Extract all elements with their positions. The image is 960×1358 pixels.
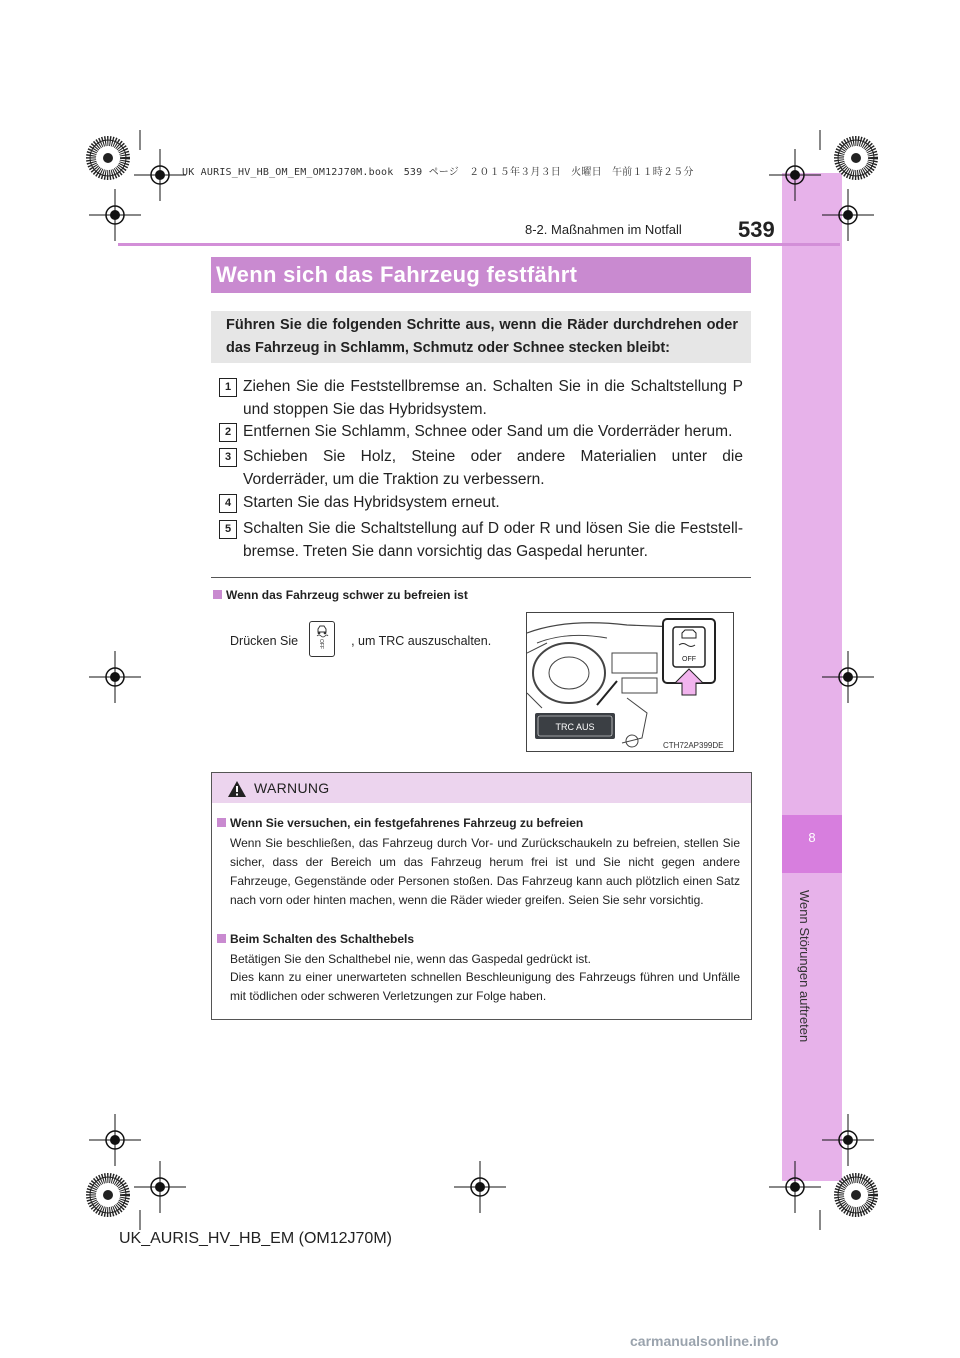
sunburst-mark xyxy=(838,1177,874,1213)
crosshair-mark xyxy=(134,149,186,201)
press-text-before: Drücken Sie xyxy=(230,634,299,648)
sunburst-mark xyxy=(90,140,126,176)
page-title: Wenn sich das Fahrzeug festfährt xyxy=(216,262,578,287)
chapter-number: 8 xyxy=(808,830,816,845)
warning-text-2b: Dies kann zu einer unerwarteten schnellen Beschleunigung des Fahrzeugs führen und Unfälle mit tödlichen oder schweren Verletzungen zur Folge haben. xyxy=(230,970,740,1003)
figure-code: CTH72AP399DE xyxy=(663,741,724,750)
print-header: UK AURIS_HV_HB_OM_EM_OM12J70M.book 539 ページ ２０１５年３月３日 火曜日 午前１１時２５分 xyxy=(182,167,694,178)
trc-aus-label: TRC AUS xyxy=(555,722,595,732)
subsection-heading xyxy=(213,588,468,602)
bullet-square-icon xyxy=(217,934,226,943)
step-number-2: 2 xyxy=(219,423,237,442)
warning-text-1: Wenn Sie beschließen, das Fahrzeug durch Vor- und Zurückschaukeln zu befreien, stellen Sie sicher, dass der Bereich um das Fahrzeug herum frei ist und Sie nicht gegen andere Fahrzeuge, Gegenstände oder Personen stoßen. Das Fahrzeug kann auch plötzlich einen Satz nach vorn oder hinten machen, wenn die Räder wieder greifen. Seien Sie sehr vorsichtig. xyxy=(230,836,740,907)
step-number-5: 5 xyxy=(219,520,237,539)
warning-text-2a: Betätigen Sie den Schalthebel nie, wenn das Gaspedal gedrückt ist. xyxy=(230,952,591,966)
press-instruction xyxy=(230,634,491,648)
warning-heading-2 xyxy=(217,932,414,946)
page-number: 539 xyxy=(738,217,775,242)
watermark: carmanualsonline.info xyxy=(630,1333,779,1349)
step-number-3: 3 xyxy=(219,448,237,467)
trc-off-button-icon xyxy=(309,621,335,657)
section-divider xyxy=(211,577,751,578)
crosshair-mark xyxy=(769,149,821,201)
figure-off-text: OFF xyxy=(682,656,696,663)
svg-text:OFF: OFF xyxy=(318,639,324,649)
crosshair-mark xyxy=(822,1114,874,1166)
warning-heading-1-text: Wenn Sie versuchen, ein festgefahrenes Fahrzeug zu befreien xyxy=(230,816,584,830)
crosshair-mark xyxy=(89,1114,141,1166)
step-text-4: Starten Sie das Hybridsystem erneut. xyxy=(243,494,500,511)
sunburst-mark xyxy=(90,1177,126,1213)
warning-triangle-icon xyxy=(227,780,247,798)
intro-text: Führen Sie die folgenden Schritte aus, wenn die Räder durchdrehen oder das Fahrzeug in Schlamm, Schmutz oder Schnee stecken bleibt: xyxy=(226,317,738,356)
crosshair-mark xyxy=(89,651,141,703)
step-number-4: 4 xyxy=(219,494,237,513)
header-rule xyxy=(118,243,840,246)
footer-code: UK_AURIS_HV_HB_EM (OM12J70M) xyxy=(119,1230,392,1247)
chapter-label: Wenn Störungen auftreten xyxy=(797,890,812,1043)
step-text-1: Ziehen Sie die Feststellbremse an. Schalten Sie in die Schaltstellung P und stoppen Sie das Hybridsystem. xyxy=(243,378,743,418)
step-text-2: Entfernen Sie Schlamm, Schnee oder Sand um die Vorderräder herum. xyxy=(243,423,733,440)
step-text-3: Schieben Sie Holz, Steine oder andere Materialien unter die Vorderräder, um die Traktion zu verbessern. xyxy=(243,448,743,488)
crosshair-mark xyxy=(89,189,141,241)
crosshair-mark xyxy=(134,1161,186,1213)
crosshair-mark xyxy=(454,1161,506,1213)
step-text-5: Schalten Sie die Schaltstellung auf D oder R und lösen Sie die Feststell-bremse. Treten Sie dann vorsichtig das Gaspedal herunter. xyxy=(243,520,743,560)
warning-heading-2-text: Beim Schalten des Schalthebels xyxy=(230,932,415,946)
warning-title: WARNUNG xyxy=(254,780,330,796)
press-text-after: , um TRC auszuschalten. xyxy=(351,634,492,648)
crosshair-mark xyxy=(822,189,874,241)
crosshair-mark xyxy=(769,1161,821,1213)
sunburst-mark xyxy=(838,140,874,176)
section-title: 8-2. Maßnahmen im Notfall xyxy=(525,222,682,237)
warning-heading-1 xyxy=(217,816,583,830)
crosshair-mark xyxy=(822,651,874,703)
step-number-1: 1 xyxy=(219,378,237,397)
bullet-square-icon xyxy=(217,818,226,827)
subsection-heading-text: Wenn das Fahrzeug schwer zu befreien ist xyxy=(226,588,468,602)
bullet-square-icon xyxy=(213,590,222,599)
dashboard-figure xyxy=(526,612,734,752)
